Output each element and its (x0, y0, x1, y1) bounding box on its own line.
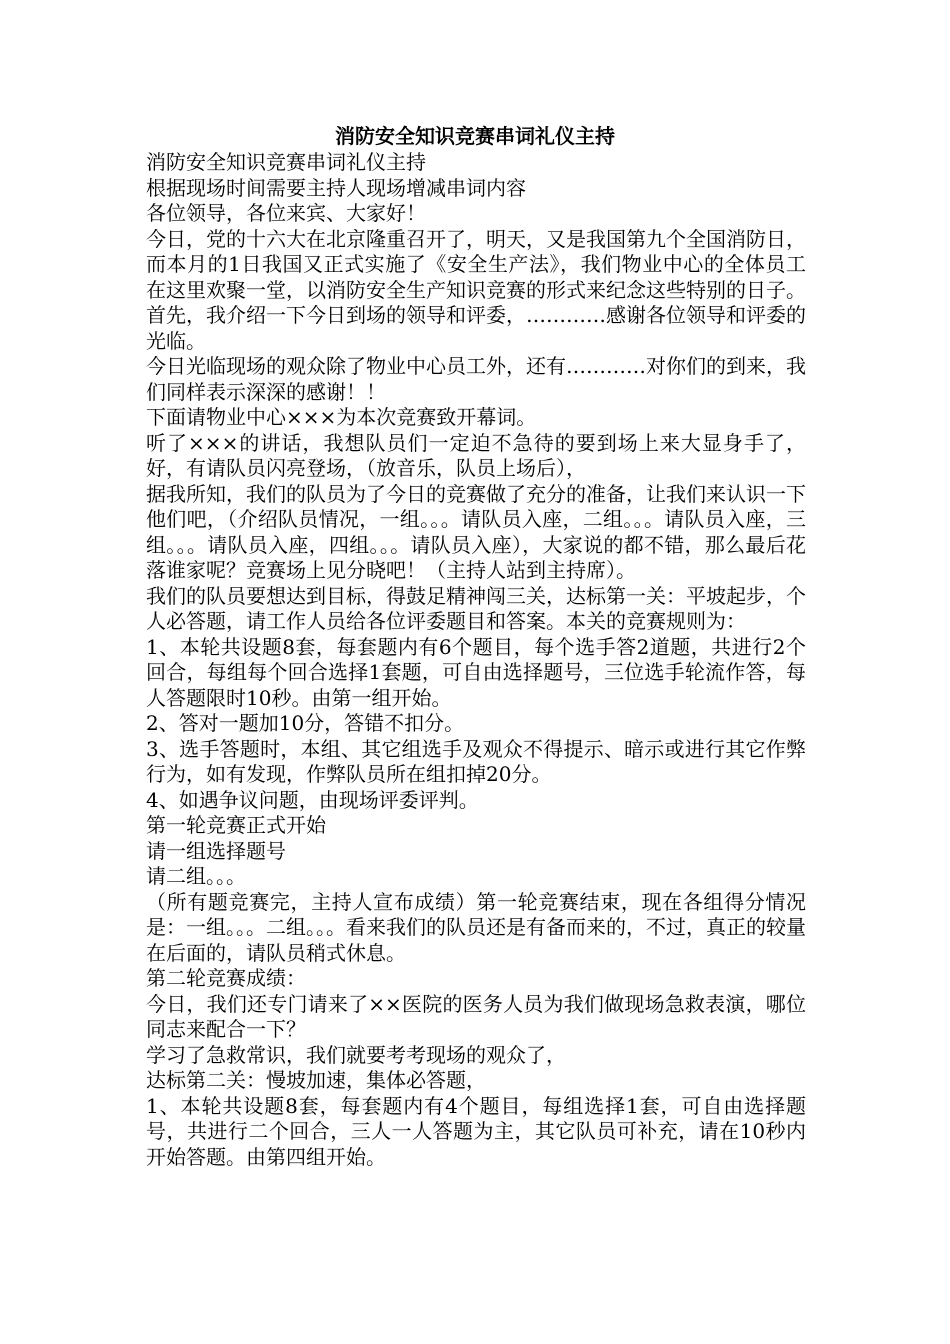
paragraph: 今日光临现场的观众除了物业中心员工外，还有…………对你们的到来，我们同样表示深深的感谢！！ (146, 354, 806, 404)
paragraph: 消防安全知识竞赛串词礼仪主持 (146, 150, 426, 174)
paragraph: 下面请物业中心×××为本次竞赛致开幕词。 (146, 405, 537, 429)
paragraph: 根据现场时间需要主持人现场增减串词内容 (146, 175, 526, 200)
paragraph: 1、本轮共设题8套，每套题内有6个题目，每个选手答2道题，共进行2个回合，每组每个回合选择1套题，可自由选择题号，三位选手轮流作答，每人答题限时10秒。由第一组开始。 (146, 634, 806, 710)
paragraph: 学习了急救常识，我们就要考考现场的观众了， (146, 1042, 566, 1067)
paragraph: 2、答对一题加10分，答错不扣分。 (146, 711, 465, 735)
document-body (146, 150, 806, 1170)
document-title: 消防安全知识竞赛串词礼仪主持 (335, 124, 615, 148)
paragraph: 据我所知，我们的队员为了今日的竞赛做了充分的准备，让我们来认识一下他们吧，（介绍队员情况，一组。。。请队员入座，二组。。。请队员入座，三组。。。请队员入座，四组。。。请队员入座），大家说的都不错，那么最后花落谁家呢？竞赛场上见分晓吧！（主持人站到主持席）。 (146, 481, 806, 582)
paragraph: 首先，我介绍一下今日到场的领导和评委，…………感谢各位领导和评委的光临。 (146, 303, 806, 353)
paragraph: 第一轮竞赛正式开始 (146, 813, 326, 837)
paragraph: （所有题竞赛完，主持人宣布成绩）第一轮竞赛结束，现在各组得分情况是：一组。。。二组。。。看来我们的队员还是有备而来的，不过，真正的较量在后面的，请队员稍式休息。 (146, 889, 806, 965)
paragraph: 达标第二关：慢坡加速，集体必答题， (146, 1068, 486, 1092)
paragraph: 听了×××的讲话，我想队员们一定迫不急待的要到场上来大显身手了，好，有请队员闪亮登场，（放音乐，队员上场后）， (146, 430, 806, 480)
paragraph: 请一组选择题号 (146, 838, 286, 863)
paragraph: 3、选手答题时，本组、其它组选手及观众不得提示、暗示或进行其它作弊行为，如有发现，作弊队员所在组扣掉20分。 (146, 736, 806, 786)
paragraph: 4、如遇争议问题，由现场评委评判。 (146, 787, 479, 812)
paragraph: 各位领导，各位来宾、大家好！ (146, 201, 426, 225)
paragraph: 1、本轮共设题8套，每套题内有4个题目，每组选择1套，可自由选择题号，共进行二个回合，三人一人答题为主，其它队员可补充，请在10秒内开始答题。由第四组开始。 (146, 1093, 806, 1169)
paragraph: 请二组。。。 (146, 864, 246, 888)
paragraph: 今日，我们还专门请来了××医院的医务人员为我们做现场急救表演，哪位同志来配合一下？ (146, 991, 806, 1041)
paragraph: 今日，党的十六大在北京隆重召开了，明天，又是我国第九个全国消防日，而本月的1日我国又正式实施了《安全生产法》，我们物业中心的全体员工在这里欢聚一堂，以消防安全生产知识竞赛的形式来纪念这些特别的日子。 (146, 226, 806, 302)
paragraph: 第二轮竞赛成绩： (146, 966, 306, 990)
paragraph: 我们的队员要想达到目标，得鼓足精神闯三关，达标第一关：平坡起步，个人必答题，请工作人员给各位评委题目和答案。本关的竞赛规则为： (146, 583, 806, 633)
